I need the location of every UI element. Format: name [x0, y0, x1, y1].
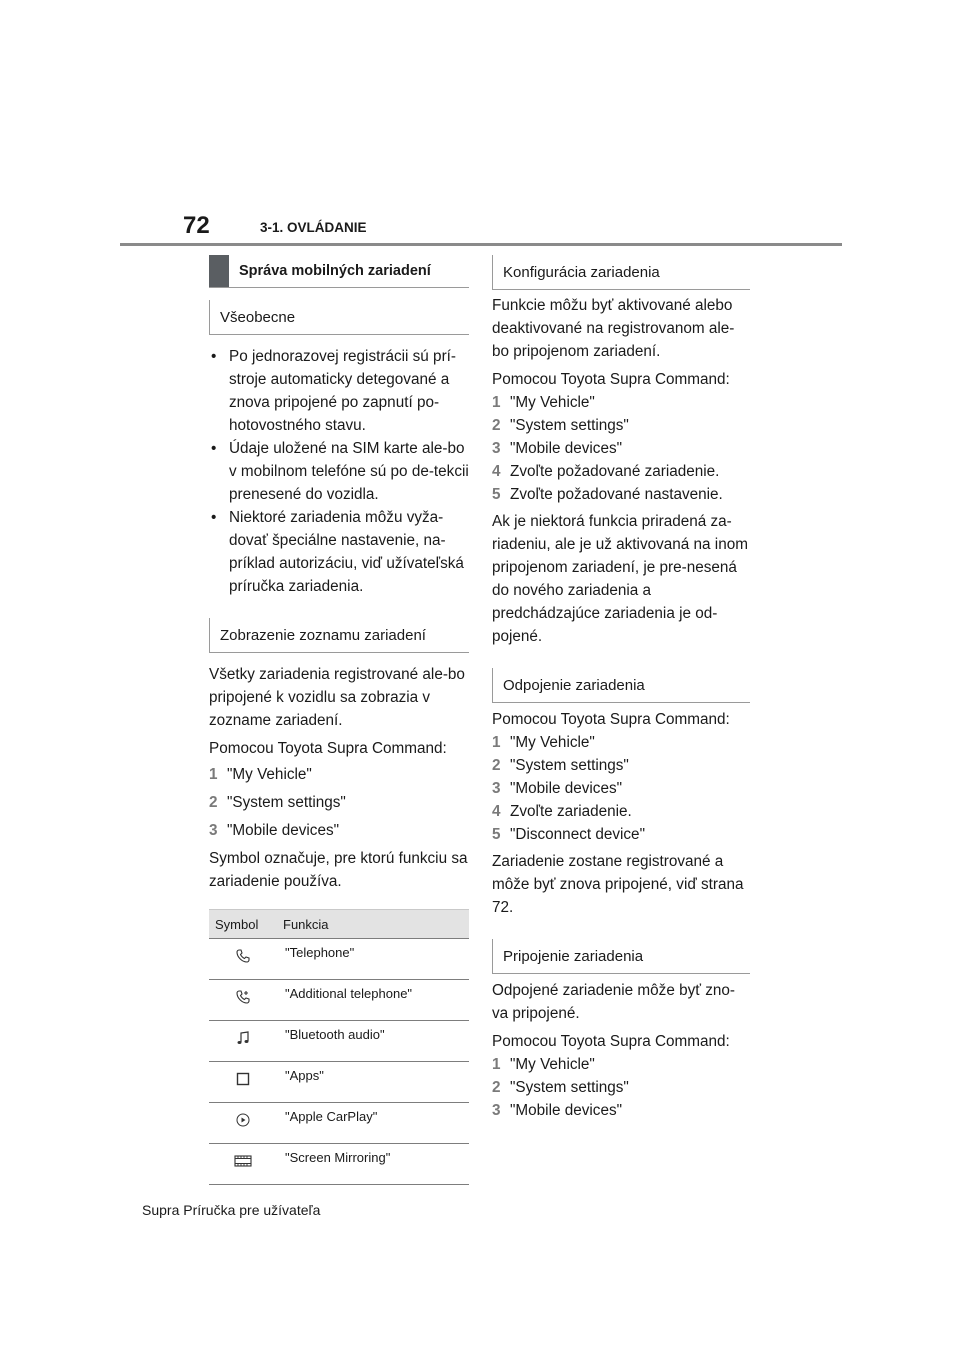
step-text: "Mobile devices" [510, 780, 623, 797]
symbol-table [209, 909, 469, 1185]
subheading-general [209, 300, 469, 335]
step-number: 2 [209, 794, 218, 811]
subheading-config [492, 255, 750, 290]
step-text: "Mobile devices" [510, 1102, 623, 1119]
config-note: Ak je niektorá funkcia priradená za-riadeniu, ale je už aktivovaná na inom pripojenom zariadení, je pre-nesená do nového zariadenia a predchádzajúce zariadenia je od-pojené. [492, 513, 748, 645]
step-text: "System settings" [227, 794, 346, 811]
table-row [209, 1062, 469, 1103]
apps-square-icon [209, 1062, 277, 1103]
step-item [492, 800, 750, 823]
command-intro: Pomocou Toyota Supra Command: [209, 740, 447, 757]
step-number: 5 [492, 486, 501, 503]
step-number: 2 [492, 417, 501, 434]
bullet-list [209, 345, 469, 598]
bullet-item: • Údaje uložené na SIM karte ale-bo v mobilnom telefóne sú po de-tekcii prenesené do vozidla. [209, 437, 469, 506]
step-item [492, 391, 750, 414]
subheading-reconnect-label: Pripojenie zariadenia [503, 947, 644, 965]
col-symbol-header: Symbol [209, 910, 277, 939]
step-number: 3 [492, 440, 501, 457]
step-text: "Mobile devices" [227, 822, 340, 839]
symbol-intro: Symbol označuje, pre ktorú funkciu sa zariadenie používa. [209, 850, 468, 890]
step-number: 3 [492, 1102, 501, 1119]
step-number: 4 [492, 803, 501, 820]
step-number: 1 [209, 766, 218, 783]
left-column [209, 255, 469, 1185]
phone-icon [209, 939, 277, 980]
table-row [209, 1103, 469, 1144]
chapter-title: 3-1. OVLÁDANIE [260, 220, 367, 235]
step-text: Zvoľte požadované nastavenie. [510, 486, 723, 503]
step-item [492, 483, 750, 506]
step-number: 2 [492, 757, 501, 774]
step-text: "System settings" [510, 417, 629, 434]
step-text: Zvoľte zariadenie. [510, 803, 632, 820]
bullet-item: • Po jednorazovej registrácii sú prí-stroje automaticky detegované a znova pripojené po zapnutí po-hotovostného stavu. [209, 345, 469, 437]
function-label: "Additional telephone" [277, 980, 469, 1021]
step-number: 4 [492, 463, 501, 480]
command-intro: Pomocou Toyota Supra Command: [492, 711, 730, 728]
table-row [209, 939, 469, 980]
subheading-device-list [209, 618, 469, 653]
step-item [492, 731, 750, 754]
step-text: "Disconnect device" [510, 826, 645, 843]
film-strip-icon [209, 1144, 277, 1185]
section-title: Správa mobilných zariadení [239, 263, 431, 279]
step-text: "Mobile devices" [510, 440, 623, 457]
step-item [492, 777, 750, 800]
step-number: 1 [492, 1056, 501, 1073]
function-label: "Bluetooth audio" [277, 1021, 469, 1062]
step-number: 5 [492, 826, 501, 843]
section-bar [209, 255, 229, 287]
step-item [492, 437, 750, 460]
step-number: 2 [492, 1079, 501, 1096]
step-item [492, 1076, 750, 1099]
step-item [492, 1053, 750, 1076]
list-intro: Všetky zariadenia registrované ale-bo pripojené k vozidlu sa zobrazia v zozname zariadení. [209, 666, 465, 729]
config-intro: Funkcie môžu byť aktivované alebo deaktivované na registrovanom ale-bo pripojenom zariadení. [492, 297, 735, 360]
command-intro: Pomocou Toyota Supra Command: [492, 1033, 730, 1050]
footer-text: Supra Príručka pre užívateľa [142, 1202, 321, 1218]
section-heading [209, 255, 469, 288]
right-column [492, 255, 750, 1122]
disconnect-note: Zariadenie zostane registrované a môže byť znova pripojené, viď strana 72. [492, 853, 744, 916]
col-function-header: Funkcia [277, 910, 469, 939]
step-number: 3 [209, 822, 218, 839]
step-item [492, 754, 750, 777]
table-header-row [209, 910, 469, 939]
config-steps-list [492, 391, 750, 506]
command-intro: Pomocou Toyota Supra Command: [492, 371, 730, 388]
music-note-icon [209, 1021, 277, 1062]
subheading-device-list-label: Zobrazenie zoznamu zariadení [220, 626, 426, 644]
step-text: "System settings" [510, 1079, 629, 1096]
subheading-reconnect [492, 939, 750, 974]
subheading-disconnect-label: Odpojenie zariadenia [503, 676, 645, 694]
function-label: "Screen Mirroring" [277, 1144, 469, 1185]
page-number: 72 [183, 212, 210, 239]
step-text: "System settings" [510, 757, 629, 774]
step-item [492, 823, 750, 846]
table-row [209, 1144, 469, 1185]
function-label: "Apple CarPlay" [277, 1103, 469, 1144]
step-text: "My Vehicle" [510, 1056, 595, 1073]
step-number: 1 [492, 394, 501, 411]
step-text: "My Vehicle" [227, 766, 312, 783]
step-number: 1 [492, 734, 501, 751]
function-label: "Telephone" [277, 939, 469, 980]
subheading-general-label: Všeobecne [220, 308, 296, 326]
step-item [209, 819, 469, 842]
step-item [492, 414, 750, 437]
table-row [209, 1021, 469, 1062]
step-text: "My Vehicle" [510, 734, 595, 751]
function-label: "Apps" [277, 1062, 469, 1103]
step-item [492, 460, 750, 483]
reconnect-intro: Odpojené zariadenie môže byť zno-va pripojené. [492, 982, 735, 1022]
play-circle-icon [209, 1103, 277, 1144]
header-rule [120, 243, 842, 246]
step-text: Zvoľte požadované zariadenie. [510, 463, 720, 480]
step-text: "My Vehicle" [510, 394, 595, 411]
step-item [209, 763, 469, 786]
bullet-item: • Niektoré zariadenia môžu vyža-dovať špeciálne nastavenie, na-príklad autorizáciu, viď užívateľská príručka zariadenia. [209, 506, 469, 598]
additional-phone-icon [209, 980, 277, 1021]
subheading-config-label: Konfigurácia zariadenia [503, 263, 660, 281]
subheading-disconnect [492, 668, 750, 703]
reconnect-steps-list [492, 1053, 750, 1122]
steps-list [209, 763, 469, 842]
disconnect-steps-list [492, 731, 750, 846]
step-number: 3 [492, 780, 501, 797]
step-item [209, 791, 469, 814]
step-item [492, 1099, 750, 1122]
table-row [209, 980, 469, 1021]
